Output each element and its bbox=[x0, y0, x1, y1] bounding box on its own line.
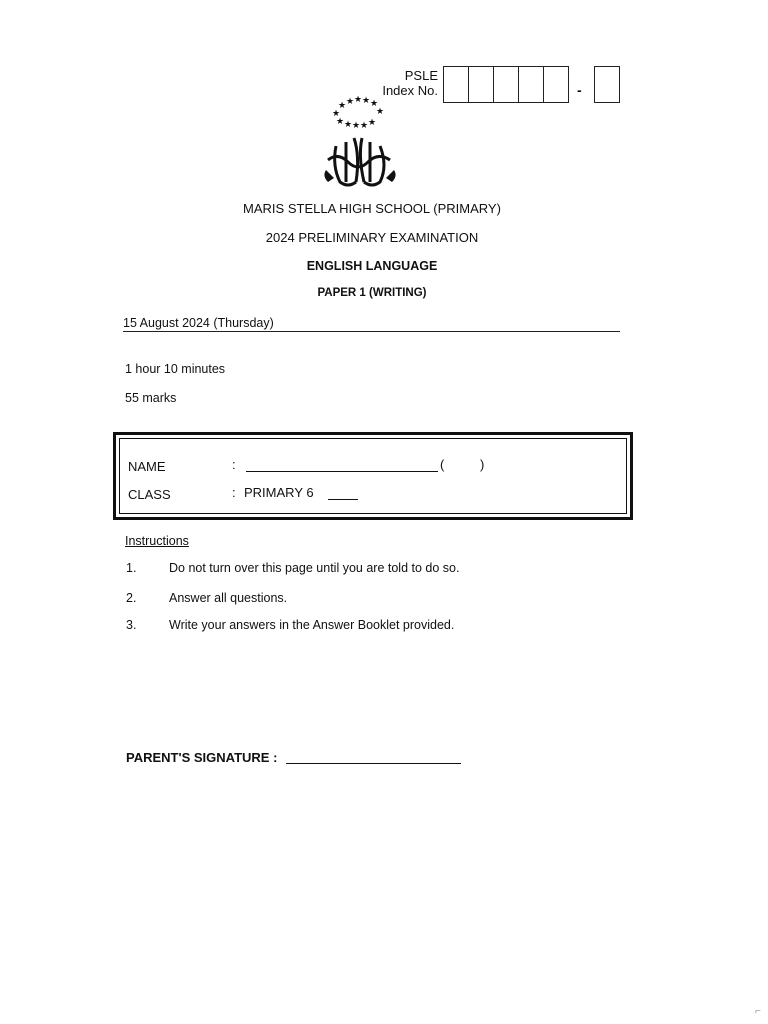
instruction-number: 3. bbox=[126, 618, 137, 632]
index-digit-box[interactable] bbox=[443, 66, 469, 103]
instructions-title: Instructions bbox=[125, 534, 189, 548]
index-separator: - bbox=[577, 82, 582, 98]
instruction-text: Write your answers in the Answer Booklet provided. bbox=[169, 618, 455, 632]
svg-text:★: ★ bbox=[354, 96, 363, 105]
svg-text:★: ★ bbox=[344, 120, 353, 130]
svg-text:★: ★ bbox=[370, 99, 379, 109]
class-colon: : bbox=[232, 485, 236, 500]
total-marks: 55 marks bbox=[125, 391, 177, 405]
scan-corner-mark: ⌐ bbox=[755, 1006, 761, 1017]
student-info-box-inner bbox=[119, 438, 627, 514]
register-number-open: ( bbox=[440, 457, 445, 472]
index-check-digit-box[interactable] bbox=[594, 66, 620, 103]
psle-index-label bbox=[380, 68, 438, 98]
register-number-close: ) bbox=[480, 457, 485, 472]
name-field[interactable] bbox=[246, 471, 438, 472]
svg-text:★: ★ bbox=[360, 121, 369, 131]
svg-text:★: ★ bbox=[346, 97, 355, 107]
instruction-text: Answer all questions. bbox=[169, 591, 288, 605]
exam-date: 15 August 2024 (Thursday) bbox=[123, 316, 620, 332]
school-name: MARIS STELLA HIGH SCHOOL (PRIMARY) bbox=[243, 201, 501, 216]
index-digit-box[interactable] bbox=[493, 66, 519, 103]
index-digit-box[interactable] bbox=[518, 66, 544, 103]
name-colon: : bbox=[232, 457, 236, 472]
index-digit-box[interactable] bbox=[468, 66, 494, 103]
svg-text:★: ★ bbox=[338, 101, 347, 111]
class-value: PRIMARY 6 bbox=[244, 485, 314, 500]
index-digit-box[interactable] bbox=[543, 66, 569, 103]
parent-signature-label: PARENT'S SIGNATURE : bbox=[126, 750, 278, 765]
svg-text:★: ★ bbox=[332, 109, 341, 119]
parent-signature-field[interactable] bbox=[286, 763, 461, 764]
svg-text:★: ★ bbox=[336, 117, 345, 127]
instruction-number: 2. bbox=[126, 591, 137, 605]
exam-duration: 1 hour 10 minutes bbox=[125, 362, 226, 376]
exam-title: 2024 PRELIMINARY EXAMINATION bbox=[265, 230, 479, 245]
psle-label: PSLE bbox=[404, 68, 438, 83]
svg-text:★: ★ bbox=[376, 107, 385, 117]
student-info-box bbox=[113, 432, 633, 520]
svg-text:★: ★ bbox=[368, 118, 377, 128]
index-no-label: Index No. bbox=[382, 83, 438, 98]
school-crest-logo bbox=[318, 96, 402, 192]
instruction-text: Do not turn over this page until you are told to do so. bbox=[169, 561, 460, 575]
class-field[interactable] bbox=[328, 499, 358, 500]
paper-title: PAPER 1 (WRITING) bbox=[317, 287, 427, 299]
class-label: CLASS bbox=[128, 487, 171, 502]
svg-text:★: ★ bbox=[362, 96, 371, 106]
name-label: NAME bbox=[128, 459, 166, 474]
index-number-boxes bbox=[443, 66, 568, 103]
subject-title: ENGLISH LANGUAGE bbox=[306, 259, 438, 273]
instruction-number: 1. bbox=[126, 561, 137, 575]
svg-text:★: ★ bbox=[352, 121, 361, 131]
